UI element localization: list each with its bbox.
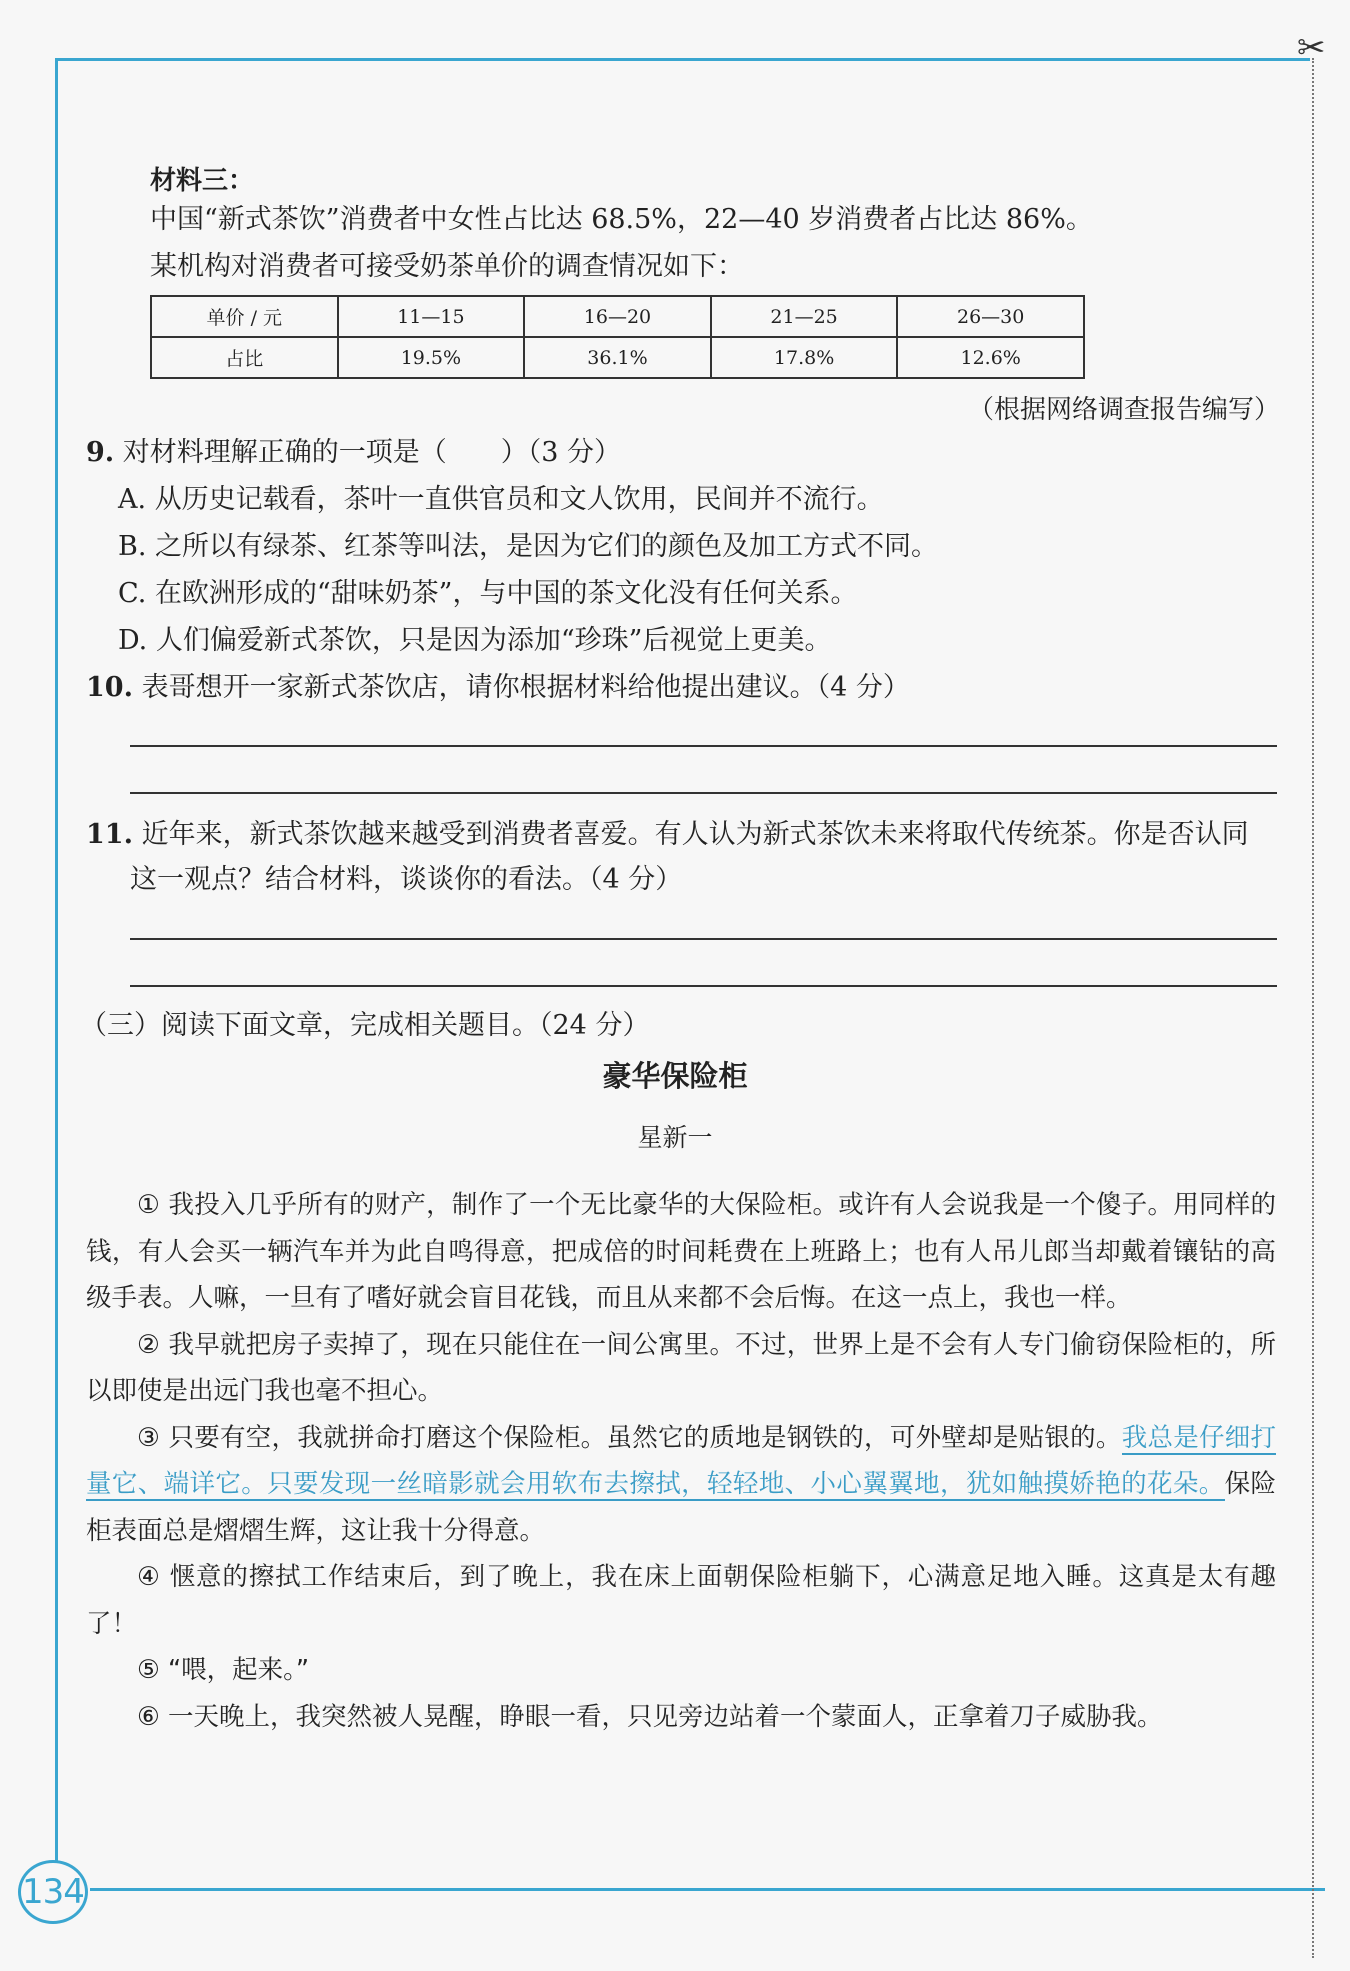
paragraph-3 [86, 1415, 1276, 1555]
table-cell: 占比 [151, 337, 338, 378]
paragraph-4: ④ 惬意的擦拭工作结束后，到了晚上，我在床上面朝保险柜躺下，心满意足地入睡。这真是太有趣了！ [86, 1562, 1276, 1639]
material-source: （根据网络调查报告编写） [967, 395, 1280, 425]
answer-line[interactable] [130, 938, 1277, 940]
question-stem: 对材料理解正确的一项是（ ）（3 分） [122, 437, 622, 468]
option-b: B. 之所以有绿茶、红茶等叫法，是因为它们的颜色及加工方式不同。 [118, 531, 939, 562]
table-cell: 36.1% [524, 337, 711, 378]
option-d: D. 人们偏爱新式茶饮，只是因为添加“珍珠”后视觉上更美。 [118, 625, 832, 656]
page-frame-top [55, 58, 1310, 61]
table-cell: 19.5% [338, 337, 525, 378]
paragraph-2: ② 我早就把房子卖掉了，现在只能住在一间公寓里。不过，世界上是不会有人专门偷窃保险柜的，所以即使是出远门我也毫不担心。 [86, 1329, 1276, 1406]
table-cell: 16—20 [524, 296, 711, 337]
page-frame-bottom [90, 1888, 1325, 1891]
table-cell: 11—15 [338, 296, 525, 337]
price-survey-table [150, 295, 1085, 379]
paragraph-6: ⑥ 一天晚上，我突然被人晃醒，睁眼一看，只见旁边站着一个蒙面人，正拿着刀子威胁我。 [137, 1701, 1163, 1732]
cut-line [1312, 58, 1314, 1958]
question-stem: 表哥想开一家新式茶饮店，请你根据材料给他提出建议。（4 分） [141, 672, 910, 703]
question-stem-line2: 这一观点？结合材料，谈谈你的看法。（4 分） [130, 864, 683, 895]
article-title: 豪华保险柜 [602, 1059, 748, 1093]
material3-line2: 某机构对消费者可接受奶茶单价的调查情况如下： [150, 251, 744, 282]
table-cell: 17.8% [711, 337, 898, 378]
question-9 [86, 433, 621, 473]
paragraph-3-end: 保险柜表面总是熠熠生辉，这让我十分得意。 [86, 1469, 1276, 1546]
question-10 [86, 668, 910, 708]
table-cell: 26—30 [897, 296, 1084, 337]
table-cell: 12.6% [897, 337, 1084, 378]
table-row [151, 296, 1084, 337]
question-stem-line1: 近年来，新式茶饮越来越受到消费者喜爱。有人认为新式茶饮未来将取代传统茶。你是否认同 [141, 819, 1249, 850]
scissors-icon: ✂ [1297, 28, 1326, 68]
question-number: 9. [86, 437, 115, 468]
table-cell: 21—25 [711, 296, 898, 337]
paragraph-1: ① 我投入几乎所有的财产，制作了一个无比豪华的大保险柜。或许有人会说我是一个傻子。用同样的钱，有人会买一辆汽车并为此自鸣得意，把成倍的时间耗费在上班路上；也有人吊儿郎当却戴着镶钻的高级手表。人嘛，一旦有了嗜好就会盲目花钱，而且从来都不会后悔。在这一点上，我也一样。 [86, 1190, 1276, 1313]
page-frame-left [55, 58, 58, 1888]
question-11 [86, 815, 1249, 855]
article-body [86, 1182, 1276, 1740]
question-number: 11. [86, 819, 133, 850]
table-cell: 单价 / 元 [151, 296, 338, 337]
table-row [151, 337, 1084, 378]
underlined-sentence: 我总是仔细打量它、端详它。只要发现一丝暗影就会用软布去擦拭，轻轻地、小心翼翼地，犹如触摸娇艳的花朵。 [86, 1422, 1276, 1499]
section-instruction: （三）阅读下面文章，完成相关题目。（24 分） [80, 1010, 650, 1041]
option-a: A. 从历史记载看，茶叶一直供官员和文人饮用，民间并不流行。 [118, 484, 884, 515]
page-number: 134 [18, 1860, 88, 1924]
question-number: 10. [86, 672, 133, 703]
article-author: 星新一 [637, 1123, 713, 1152]
option-c: C. 在欧洲形成的“甜味奶茶”，与中国的茶文化没有任何关系。 [118, 578, 858, 609]
material3-heading: 材料三： [150, 166, 255, 196]
paragraph-3-start: ③ 只要有空，我就拼命打磨这个保险柜。虽然它的质地是钢铁的，可外壁却是贴银的。 [137, 1422, 1122, 1453]
answer-line[interactable] [130, 985, 1277, 987]
answer-line[interactable] [130, 745, 1277, 747]
paragraph-5: ⑤ “喂，起来。” [137, 1655, 310, 1685]
material3-line1: 中国“新式茶饮”消费者中女性占比达 68.5%，22—40 岁消费者占比达 86%。 [150, 204, 1093, 235]
answer-line[interactable] [130, 792, 1277, 794]
